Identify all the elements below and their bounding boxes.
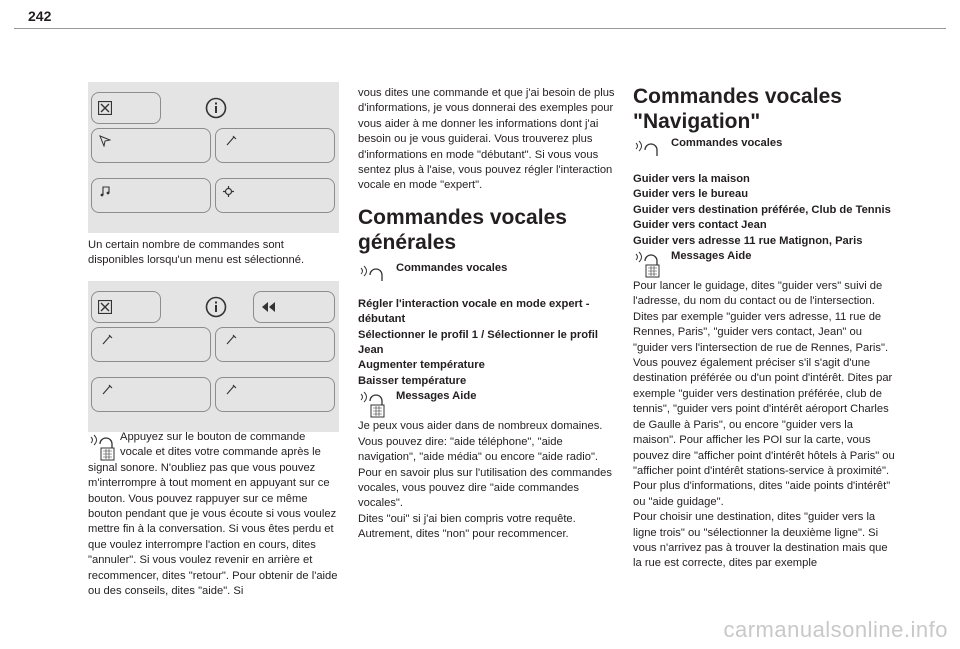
close-box-icon (98, 300, 112, 314)
info-icon (205, 296, 227, 318)
help-text: Je peux vous aider dans de nombreux domaines. Vous pouvez dire: "aide téléphone", "aide navigation", "aide média" ou encore "aide radio". Pour en savoir plus sur l'utilisation des commandes vocales, vous pouvez dire "aide commandes vocales". (358, 420, 612, 510)
phone-icon (101, 334, 113, 346)
command-item: Guider vers la maison (633, 173, 750, 185)
help-messages-label-row (358, 389, 616, 419)
voice-instructions-first: Appuyez sur le bouton de commande vocale et dites votre commande après le (120, 431, 321, 459)
illustration-button-back (253, 291, 335, 323)
command-item: Guider vers contact Jean (633, 219, 767, 232)
voice-commands-label: Commandes vocales (396, 261, 508, 274)
screen-illustration-1 (88, 82, 339, 233)
navigation-icon (99, 135, 111, 147)
illustration-button-nav (91, 128, 211, 163)
voice-help-icon (633, 249, 663, 279)
command-item: Baisser température (358, 374, 467, 387)
illustration-button-phone (215, 128, 335, 163)
gear-icon (222, 185, 235, 198)
command-list (358, 297, 616, 389)
illustration-button-option (215, 377, 335, 412)
phone-icon (225, 384, 237, 396)
illustration-button-option (215, 327, 335, 362)
command-item: Régler l'interaction vocale en mode expert - débutant (358, 297, 590, 326)
page-number: 242 (28, 8, 52, 24)
navigation-help-text-2: Pour choisir une destination, dites "guider vers la ligne trois" ou "sélectionner la deuxième ligne". Si vous n'arrivez pas à trouver la destination mais que la rue est correcte, dites par exemple (633, 511, 888, 570)
help-text-confirm: Dites "oui" si j'ai bien compris votre requête. Autrement, dites "non" pour recommencer. (358, 512, 576, 541)
phone-icon (225, 135, 237, 147)
header-rule (14, 28, 946, 29)
music-note-icon (99, 185, 111, 197)
illustration-button-option (91, 377, 211, 412)
help-messages-label: Messages Aide (396, 390, 477, 403)
voice-commands-label-row (358, 261, 616, 283)
help-messages-label: Messages Aide (671, 250, 752, 263)
caption-menu-commands: Un certain nombre de commandes sont disponibles lorsqu'un menu est sélectionné. (88, 239, 305, 267)
section-heading-general: Commandes vocales générales (358, 205, 567, 254)
command-item: Augmenter température (358, 359, 485, 372)
voice-instructions-rest: signal sonore. N'oubliez pas que vous pouvez m'interrompre à tout moment en appuyant sur ce bouton. Vous pouvez rappuyer sur ce même bouton pendant que je vous écoute si vous voulez mettre fin à la conversation. Si vous êtes perdu et que voulez interrompre l'action en cours, dites "annuler". Si vous voulez revenir en arrière et recommencer, dites "retour". Pour obtenir de l'aide ou des conseils, dites "aide". Si (88, 461, 338, 598)
phone-icon (101, 384, 113, 396)
voice-instructions (88, 430, 340, 599)
help-messages-label-row (633, 249, 895, 279)
command-item: Guider vers adresse 11 rue Matignon, Paris (633, 234, 863, 247)
command-list (633, 172, 895, 249)
section-heading-navigation: Commandes vocales "Navigation" (633, 85, 842, 133)
info-icon (205, 97, 227, 119)
command-item: Sélectionner le profil 1 / Sélectionner le profil Jean (358, 328, 598, 357)
voice-commands-label: Commandes vocales (671, 137, 783, 149)
voice-command-icon (633, 136, 663, 158)
voice-commands-label-row (633, 136, 895, 158)
voice-help-icon (88, 432, 118, 462)
illustration-button-close (91, 92, 161, 124)
illustration-button-option (91, 327, 211, 362)
screen-illustration-2 (88, 281, 339, 432)
voice-help-icon (358, 389, 388, 419)
close-box-icon (98, 101, 112, 115)
illustration-button-close (91, 291, 161, 323)
rewind-icon (260, 301, 276, 313)
command-item: Guider vers le bureau (633, 188, 749, 201)
command-item: Guider vers destination préférée, Club de Tennis (633, 203, 891, 216)
intro-paragraph: vous dites une commande et que j'ai besoin de plus d'informations, je vous donnerai des exemples pour vous aider à me donner les informations dont j'ai besoin ou je vous guiderai. Vous trouverez plus d'informations en mode "débutant". Si vous vous sentez plus à l'aise, vous pouvez régler l'interaction vocale en mode "expert". (358, 87, 615, 192)
phone-icon (225, 334, 237, 346)
voice-command-icon (358, 261, 388, 283)
illustration-button-settings (215, 178, 335, 213)
navigation-help-text: Pour lancer le guidage, dites "guider vers" suivi de l'adresse, du nom du contact ou de l'intersection. Dites par exemple "guider vers adresse, 11 rue de Rennes, Paris", "guider vers contact, Jean" ou "guider vers l'intersection de rue de Rennes, Paris". Vous pouvez également préciser s'il s'agit d'une destination préférée ou d'un point d'intérêt. Dites par exemple "guider vers destination préférée, club de tennis", "guider vers point d'intérêt aéroport Charles de Gaulle à Paris", ou encore "guider vers la maison". Pour afficher les POI sur la carte, vous pouvez dire "afficher point d'intérêt hôtels à Paris" ou "afficher point d'intérêt stations-service à proximité". Pour plus d'informations, dites "aide points d'intérêt" ou "aide guidage". (633, 280, 895, 508)
watermark: carmanualsonline.info (723, 617, 948, 642)
illustration-button-media (91, 178, 211, 213)
